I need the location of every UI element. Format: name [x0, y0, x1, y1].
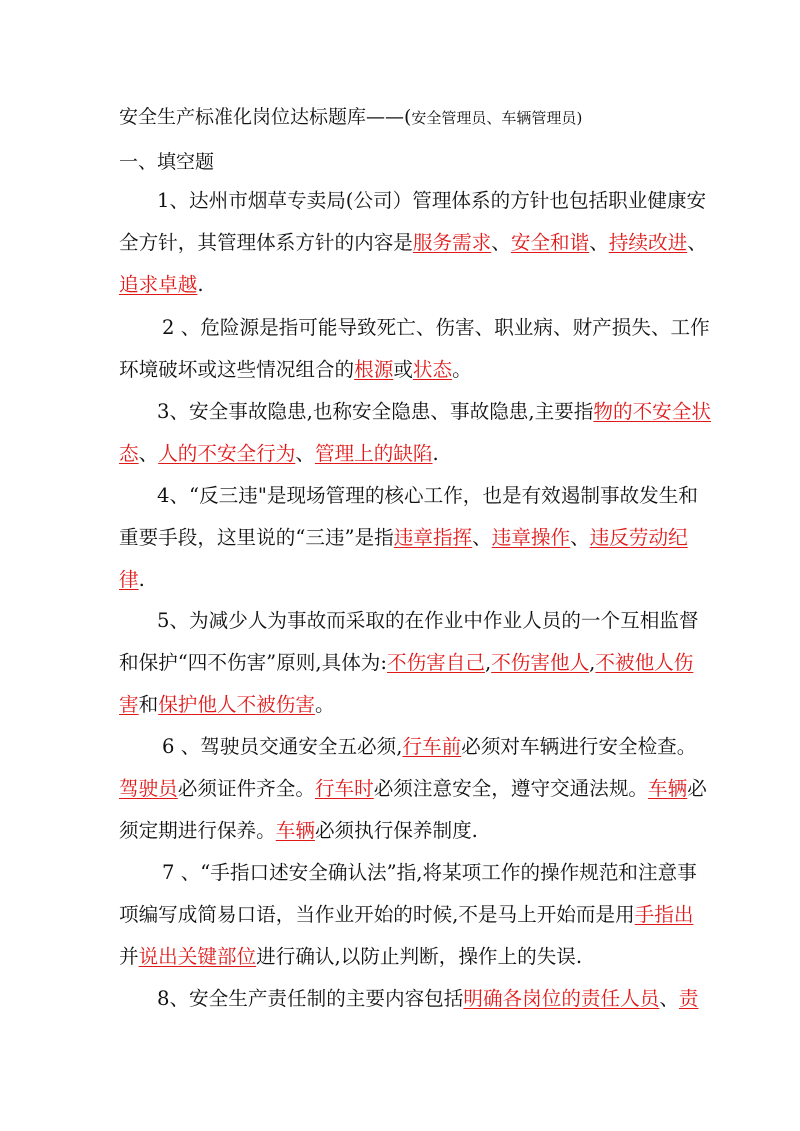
q1-line-3: 追求卓越. — [119, 273, 204, 296]
answer: 行车时 — [314, 777, 374, 800]
question-5 — [119, 600, 699, 726]
q6-line-3: 须定期进行保养。车辆必须执行保养制度. — [119, 819, 478, 842]
answer: 不被他人伤 — [595, 651, 694, 674]
question-1 — [119, 180, 707, 306]
answer: 车辆 — [275, 819, 315, 842]
answer: 责 — [678, 987, 699, 1010]
title-main: 安全生产标准化岗位达标题库——( — [119, 106, 412, 128]
question-8 — [119, 978, 699, 1020]
answer: 不伤害他人 — [491, 651, 590, 674]
answer: 违章指挥 — [393, 526, 473, 549]
q5-line-2: 和保护“四不伤害”原则,具体为:不伤害自己,不伤害他人,不被他人伤 — [119, 651, 694, 674]
answer: 态 — [119, 442, 139, 465]
answer: 追求卓越 — [119, 273, 198, 296]
q8-line-1: 8、安全生产责任制的主要内容包括明确各岗位的责任人员、责 — [157, 987, 699, 1010]
answer: 人的不安全行为 — [158, 442, 296, 465]
answer: 说出关键部位 — [138, 945, 257, 968]
answer: 物的不安全状 — [593, 400, 711, 423]
question-2 — [119, 307, 710, 391]
answer: 手指出 — [634, 903, 694, 926]
answer: 状态 — [412, 358, 453, 381]
answer: 车辆 — [648, 777, 688, 800]
answer: 持续改进 — [608, 231, 688, 254]
q3-line-2: 态、人的不安全行为、管理上的缺陷. — [119, 442, 439, 465]
answer: 律 — [119, 568, 139, 591]
answer: 服务需求 — [412, 231, 492, 254]
section-heading: 一、填空题 — [119, 151, 215, 173]
answer: 明确各岗位的责任人员 — [463, 987, 660, 1010]
question-3 — [119, 391, 711, 475]
question-7 — [119, 852, 697, 978]
answer: 违反劳动纪 — [589, 526, 688, 549]
answer: 不伤害自己 — [387, 651, 485, 674]
q1-line-1: 1、达州市烟草专卖局(公司）管理体系的方针也包括职业健康安 — [157, 189, 707, 212]
answer: 害 — [119, 693, 139, 716]
question-6 — [119, 726, 707, 852]
q4-line-2: 重要手段，这里说的“三违”是指违章指挥、违章操作、违反劳动纪 — [119, 526, 688, 549]
answer: 安全和谐 — [510, 231, 590, 254]
q6-line-2: 驾驶员必须证件齐全。行车时必须注意安全，遵守交通法规。车辆必 — [119, 777, 707, 800]
answer: 违章操作 — [491, 526, 571, 549]
answer: 驾驶员 — [119, 777, 178, 800]
question-4 — [119, 475, 698, 601]
answer: 管理上的缺陷 — [314, 442, 433, 465]
q7-line-3: 并说出关键部位进行确认,以防止判断，操作上的失误. — [119, 945, 583, 968]
q2-line-1: 2 、危险源是指可能导致死亡、伤害、职业病、财产损失、工作 — [162, 316, 710, 339]
q4-line-1: 4、“反三违"是现场管理的核心工作，也是有效遏制事故发生和 — [157, 484, 698, 507]
answer: 保护他人不被伤害 — [158, 693, 315, 716]
q7-line-1: 7 、“手指口述安全确认法”指,将某项工作的操作规范和注意事 — [162, 861, 697, 884]
q4-line-3: 律. — [119, 568, 145, 591]
answer: 根源 — [354, 358, 394, 381]
document-title — [119, 102, 582, 129]
answer: 行车前 — [402, 735, 462, 758]
q5-line-3: 害和保护他人不被伤害。 — [119, 693, 335, 716]
q6-line-1: 6 、驾驶员交通安全五必须,行车前必须对车辆进行安全检查。 — [162, 735, 697, 758]
title-close-paren: ) — [576, 109, 583, 127]
title-subtitle: 安全管理员、车辆管理员 — [411, 109, 577, 127]
q3-line-1: 3、安全事故隐患,也称安全隐患、事故隐患,主要指物的不安全状 — [157, 400, 711, 423]
q7-line-2: 项编写成简易口语，当作业开始的时候,不是马上开始而是用手指出 — [119, 903, 694, 926]
q1-line-2: 全方针，其管理体系方针的内容是服务需求、安全和谐、持续改进、 — [119, 231, 707, 254]
q5-line-1: 5、为减少人为事故而采取的在作业中作业人员的一个互相监督 — [157, 609, 699, 632]
q2-line-2: 环境破坏或这些情况组合的根源或状态。 — [119, 358, 472, 381]
